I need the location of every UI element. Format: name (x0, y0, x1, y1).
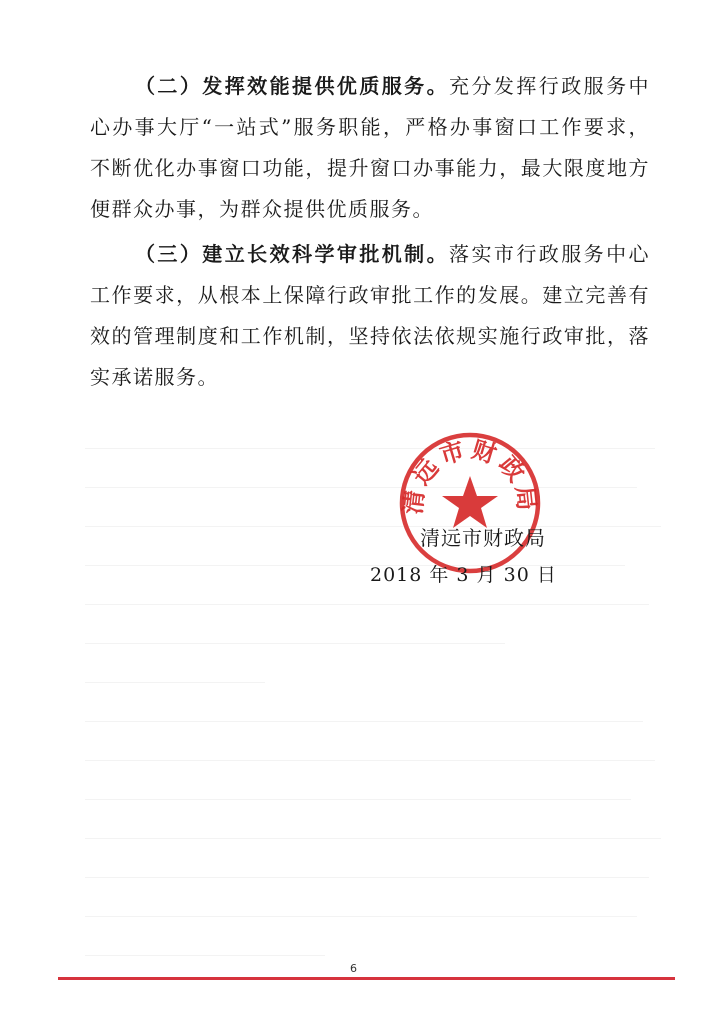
paragraph-3 (90, 234, 650, 398)
signer-name: 清远市财政局 (420, 526, 546, 550)
official-seal-icon (395, 428, 545, 578)
paragraph-2 (90, 66, 650, 230)
paragraph-3-heading: （三）建立长效科学审批机制。 (135, 242, 450, 266)
svg-text:清远市财政局: 清远市财政局 (398, 435, 542, 516)
bleed-through-texture (85, 410, 685, 956)
paragraph-3-body: 落实市行政服务中心工作要求，从根本上保障行政审批工作的发展。建立完善有效的管理制度和工作机制，坚持依法依规实施行政审批，落实承诺服务。 (90, 242, 651, 389)
paragraph-2-body: 充分发挥行政服务中心办事大厅“一站式”服务职能，严格办事窗口工作要求，不断优化办事窗口功能，提升窗口办事能力，最大限度地方便群众办事，为群众提供优质服务。 (90, 74, 651, 221)
paragraph-2-heading: （二）发挥效能提供优质服务。 (135, 74, 450, 98)
page-number: 6 (350, 962, 357, 975)
footer-rule (58, 977, 675, 980)
signing-date: 2018 年 3 月 30 日 (370, 564, 557, 586)
